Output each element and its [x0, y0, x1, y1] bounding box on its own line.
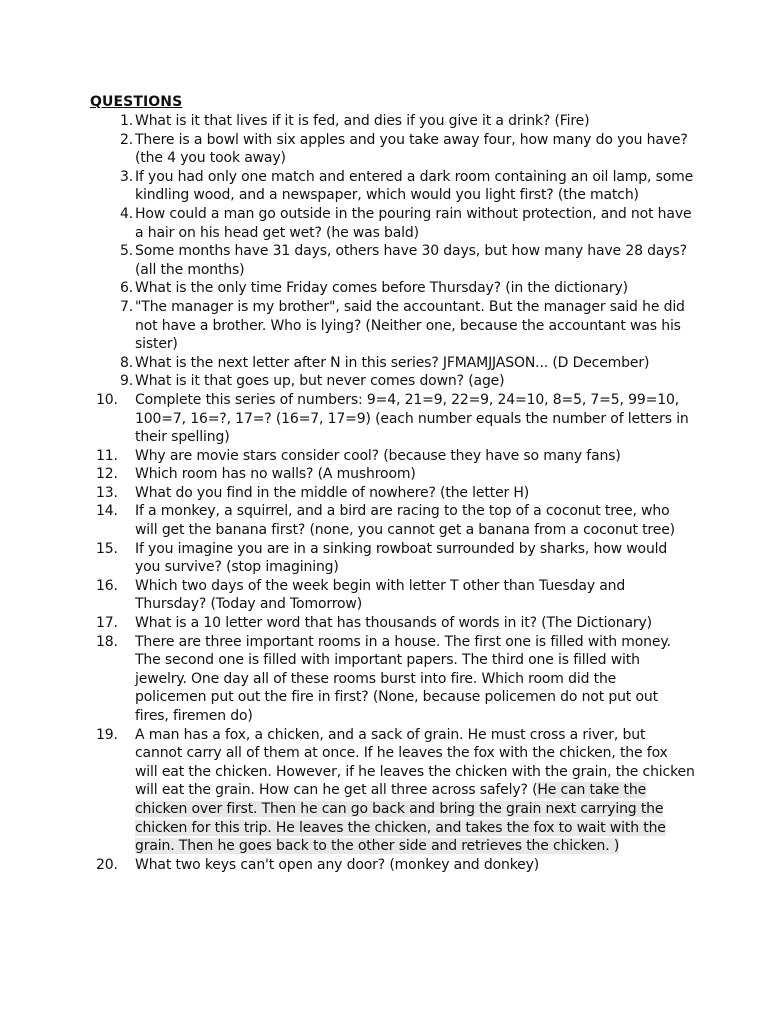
highlighted-answer: chicken for this trip. He leaves the chicken, and takes the fox to wait with the	[135, 819, 666, 836]
question-line: What is the next letter after N in this series? JFMAMJJASON... (D December)	[135, 354, 650, 371]
question-number: 2.	[119, 131, 133, 148]
question-item	[0, 242, 687, 279]
question-number: 5.	[119, 243, 133, 260]
question-number: 6.	[119, 280, 133, 297]
question-number: 4.	[119, 205, 133, 222]
question-line: Which room has no walls? (A mushroom)	[135, 466, 416, 483]
question-line: Some months have 31 days, others have 30 days, but how many have 28 days?	[135, 243, 687, 260]
question-line: policemen put out the fire in first? (None, because policemen do not put out	[135, 689, 658, 706]
question-item	[0, 372, 655, 391]
question-line: will get the banana first? (none, you cannot get a banana from a coconut tree)	[135, 522, 675, 539]
question-item	[0, 354, 655, 373]
question-item	[0, 502, 675, 539]
question-line: Why are movie stars consider cool? (because they have so many fans)	[135, 447, 621, 464]
question-line: you survive? (stop imagining)	[135, 559, 339, 576]
question-line: What is the only time Friday comes before Thursday? (in the dictionary)	[135, 280, 628, 297]
question-line: cannot carry all of them at once. If he leaves the fox with the chicken, the fox	[135, 745, 668, 762]
question-line: (all the months)	[135, 261, 245, 278]
question-number: 18.	[96, 633, 118, 650]
question-line: kindling wood, and a newspaper, which would you light first? (the match)	[135, 187, 639, 204]
question-item	[0, 447, 655, 466]
question-line: not have a brother. Who is lying? (Neither one, because the accountant was his	[135, 317, 681, 334]
highlighted-answer: He can take the	[537, 782, 647, 799]
question-line: If a monkey, a squirrel, and a bird are racing to the top of a coconut tree, who	[135, 503, 670, 520]
question-item	[0, 279, 655, 298]
question-number: 13.	[96, 484, 118, 501]
question-line: If you had only one match and entered a dark room containing an oil lamp, some	[135, 168, 694, 185]
question-line: sister)	[135, 336, 178, 353]
question-item	[0, 614, 655, 633]
question-line: What is it that lives if it is fed, and dies if you give it a drink? (Fire)	[135, 113, 590, 129]
question-number: 9.	[119, 373, 133, 390]
question-line: jewelry. One day all of these rooms burst into fire. Which room did the	[135, 670, 617, 687]
page-heading: QUESTIONS	[90, 94, 183, 110]
question-item	[0, 112, 655, 131]
question-line: If you imagine you are in a sinking rowboat surrounded by sharks, how would	[135, 540, 668, 557]
question-item	[0, 856, 655, 875]
question-number: 3.	[119, 168, 133, 185]
question-item	[0, 484, 655, 503]
question-number: 20.	[96, 856, 118, 873]
question-item	[0, 131, 688, 168]
question-line: How could a man go outside in the pouring rain without protection, and not have	[135, 205, 692, 222]
question-line: "The manager is my brother", said the accountant. But the manager said he did	[135, 298, 685, 315]
question-line: fires, firemen do)	[135, 708, 253, 724]
question-item	[0, 577, 655, 614]
question-number: 16.	[96, 577, 118, 594]
question-line: What do you find in the middle of nowhere? (the letter H)	[135, 484, 530, 501]
question-line: Thursday? (Today and Tomorrow)	[135, 596, 363, 613]
question-line: There is a bowl with six apples and you take away four, how many do you have?	[135, 131, 688, 148]
question-line: Which two days of the week begin with letter T other than Tuesday and	[135, 577, 626, 594]
question-number: 10.	[96, 391, 118, 408]
highlighted-answer: chicken over first. Then he can go back and bring the grain next carrying the	[135, 800, 664, 817]
highlighted-answer: grain. Then he goes back to the other side and retrieves the chicken. )	[135, 838, 620, 855]
question-number: 14.	[96, 503, 118, 520]
question-line: (the 4 you took away)	[135, 150, 286, 167]
question-item	[0, 391, 689, 447]
question-line: will eat the chicken. However, if he leaves the chicken with the grain, the chicken	[135, 763, 695, 780]
question-line	[135, 837, 655, 856]
question-line: A man has a fox, a chicken, and a sack of grain. He must cross a river, but	[135, 726, 646, 743]
question-line: their spelling)	[135, 429, 230, 446]
question-line: 100=7, 16=?, 17=? (16=7, 17=9) (each number equals the number of letters in	[135, 410, 689, 427]
question-line: The second one is filled with important papers. The third one is filled with	[135, 652, 640, 669]
question-number: 1.	[119, 113, 133, 129]
question-number: 8.	[119, 354, 133, 371]
question-line	[135, 781, 655, 800]
question-item	[0, 633, 671, 726]
question-number: 15.	[96, 540, 118, 557]
question-item	[0, 298, 685, 354]
question-item	[0, 540, 668, 577]
question-line: a hair on his head get wet? (he was bald)	[135, 224, 419, 241]
question-line	[135, 800, 664, 819]
question-item	[0, 465, 655, 484]
question-line: Complete this series of numbers: 9=4, 21=9, 22=9, 24=10, 8=5, 7=5, 99=10,	[135, 391, 680, 408]
question-line: What two keys can't open any door? (monkey and donkey)	[135, 856, 540, 873]
question-item	[0, 205, 692, 242]
question-number: 19.	[96, 726, 118, 743]
question-list	[0, 112, 768, 874]
question-number: 11.	[96, 447, 118, 464]
question-number: 7.	[119, 298, 133, 315]
question-number: 12.	[96, 466, 118, 483]
question-item	[0, 726, 695, 856]
question-line: What is it that goes up, but never comes down? (age)	[135, 373, 505, 390]
question-line-text: will eat the grain. How can he get all three across safely? (	[135, 782, 538, 799]
question-item	[0, 168, 694, 205]
question-line: What is a 10 letter word that has thousands of words in it? (The Dictionary)	[135, 615, 652, 632]
question-line: There are three important rooms in a house. The first one is filled with money.	[135, 633, 671, 650]
question-number: 17.	[96, 615, 118, 632]
question-line	[135, 819, 666, 838]
